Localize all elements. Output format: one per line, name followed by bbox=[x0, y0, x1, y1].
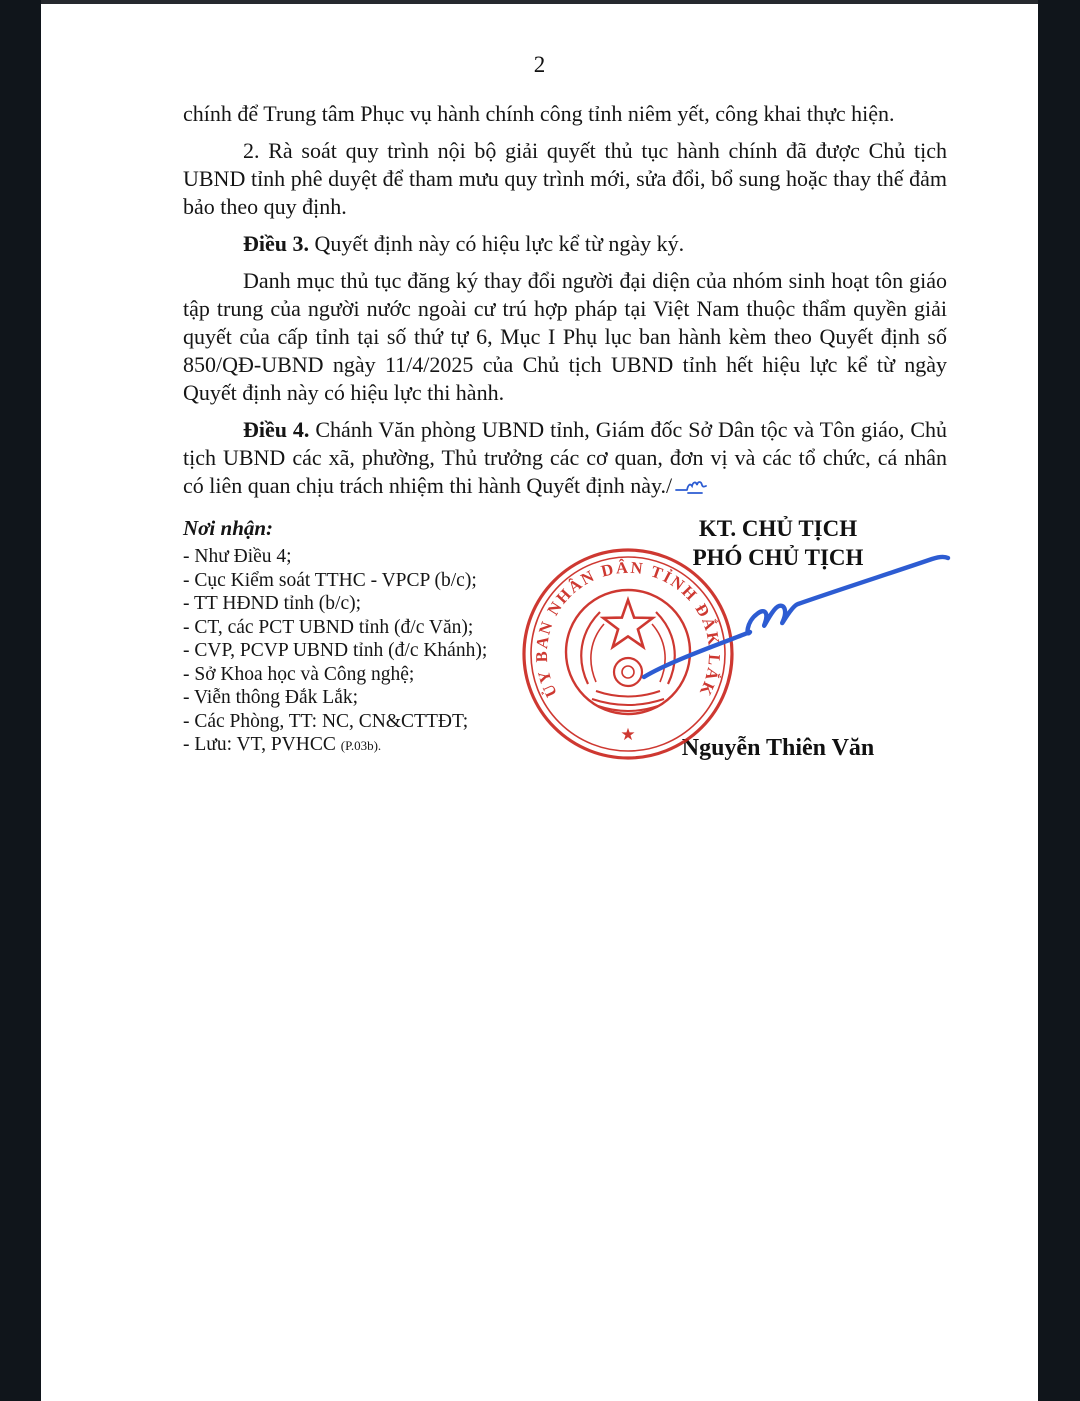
list-item-luu-main: - Lưu: VT, PVHCC bbox=[183, 734, 341, 755]
dieu-3-label: Điều 3. bbox=[243, 231, 309, 256]
seal-bottom-star-icon: ★ bbox=[620, 725, 636, 744]
signer-name: Nguyễn Thiên Văn bbox=[681, 735, 875, 761]
recipients-block bbox=[183, 516, 543, 758]
dieu-3-text: Quyết định này có hiệu lực kể từ ngày ký. bbox=[309, 231, 685, 256]
recipients-heading: Nơi nhận: bbox=[183, 516, 274, 540]
list-item: - CVP, PCVP UBND tỉnh (đ/c Khánh); bbox=[183, 640, 488, 661]
list-item-luu-note: (P.03b). bbox=[340, 738, 382, 753]
paragraph-danh-muc: Danh mục thủ tục đăng ký thay đổi người đại diện của nhóm sinh hoạt tôn giáo tập trung của người nước ngoài cư trú hợp pháp tại Việt Nam thuộc thẩm quyền giải quyết của cấp tỉnh tại số thứ tự 6, Mục I Phụ lục ban hành kèm theo Quyết định số 850/QĐ-UBND ngày 11/4/2025 của Chủ tịch UBND tỉnh hết hiệu lực kể từ ngày Quyết định này có hiệu lực thi hành. bbox=[183, 268, 947, 405]
recipients-list bbox=[183, 545, 543, 758]
left-black-margin bbox=[0, 0, 41, 1401]
signer-initials-mark bbox=[674, 478, 708, 496]
right-black-margin bbox=[1038, 0, 1080, 1401]
list-item: - CT, các PCT UBND tỉnh (đ/c Văn); bbox=[183, 616, 474, 638]
list-item: - Viễn thông Đắk Lắk; bbox=[183, 687, 359, 708]
signature-title-line1: KT. CHỦ TỊCH bbox=[698, 516, 858, 541]
list-item: - Cục Kiểm soát TTHC - VPCP (b/c); bbox=[183, 569, 477, 591]
list-item: - TT HĐND tỉnh (b/c); bbox=[183, 593, 362, 614]
list-item: - Các Phòng, TT: NC, CN&CTTĐT; bbox=[183, 710, 469, 732]
handwritten-signature bbox=[600, 545, 1000, 685]
seal-ring-text: ỦY BAN NHÂN DÂN TỈNH ĐẮK LẮK bbox=[531, 557, 725, 701]
dieu-4-text: Chánh Văn phòng UBND tỉnh, Giám đốc Sở Dân tộc và Tôn giáo, Chủ tịch UBND các xã, phường, Thủ trưởng các cơ quan, đơn vị và các tổ chức, cá nhân có liên quan chịu trách nhiệm thi hành Quyết định này./ bbox=[183, 417, 948, 498]
paragraph-item-2: 2. Rà soát quy trình nội bộ giải quyết thủ tục hành chính đã được Chủ tịch UBND tỉnh phê duyệt để tham mưu quy trình mới, sửa đổi, bổ sung hoặc thay thế đảm bảo theo quy định. bbox=[183, 138, 947, 219]
top-edge-strip bbox=[0, 0, 1080, 4]
paragraph-continuation: chính để Trung tâm Phục vụ hành chính công tỉnh niêm yết, công khai thực hiện. bbox=[183, 101, 895, 126]
page-number: 2 bbox=[533, 52, 546, 77]
list-item-luu bbox=[183, 733, 543, 758]
paragraph-dieu-3 bbox=[183, 230, 947, 258]
document-body bbox=[183, 100, 947, 509]
list-item: - Sở Khoa học và Công nghệ; bbox=[183, 663, 415, 685]
paragraph-dieu-4 bbox=[183, 416, 947, 500]
list-item: - Như Điều 4; bbox=[183, 546, 292, 567]
dieu-4-label: Điều 4. bbox=[243, 417, 310, 442]
signature-title-line2: PHÓ CHỦ TỊCH bbox=[692, 545, 864, 570]
